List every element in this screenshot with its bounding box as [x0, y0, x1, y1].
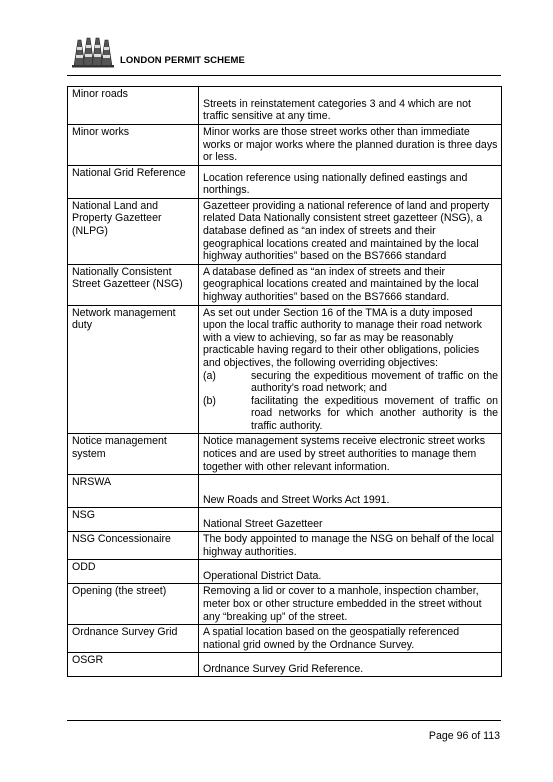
glossary-term: ODD — [68, 560, 199, 584]
page-number: Page 96 of 113 — [428, 730, 500, 742]
table-row — [68, 508, 502, 532]
glossary-term: National Land and Property Gazetteer (NLPG) — [68, 198, 199, 264]
table-row — [68, 625, 502, 653]
footer-divider — [67, 720, 501, 721]
glossary-term: Minor works — [68, 125, 199, 166]
traffic-cones-logo-icon — [70, 34, 116, 68]
glossary-definition: New Roads and Street Works Act 1991. — [199, 475, 502, 508]
glossary-definition: Ordnance Survey Grid Reference. — [199, 653, 502, 677]
table-row — [68, 560, 502, 584]
glossary-definition: The body appointed to manage the NSG on behalf of the local highway authorities. — [199, 532, 502, 560]
glossary-definition: Location reference using nationally defined eastings and northings. — [199, 165, 502, 198]
table-row — [68, 532, 502, 560]
sub-item-text: facilitating the expeditious movement of traffic on road networks for which another authority is the traffic authority. — [251, 394, 498, 432]
sub-item-text: securing the expeditious movement of traffic on the authority’s road network; and — [251, 369, 498, 395]
glossary-definition: Gazetteer providing a national reference of land and property related Data Nationally consistent street gazetteer (NSG), a database defined as “an index of streets and their geographical locations created and maintained by the local highway authorities” based on the BS7666 standard — [199, 198, 502, 264]
glossary-term: NSG Concessionaire — [68, 532, 199, 560]
glossary-term: National Grid Reference — [68, 165, 199, 198]
table-row — [68, 125, 502, 166]
table-row — [68, 165, 502, 198]
table-row — [68, 584, 502, 625]
glossary-definition: National Street Gazetteer — [199, 508, 502, 532]
glossary-definition: Operational District Data. — [199, 560, 502, 584]
page-header — [70, 34, 500, 70]
glossary-term: Ordnance Survey Grid — [68, 625, 199, 653]
table-row — [68, 305, 502, 434]
glossary-term: Opening (the street) — [68, 584, 199, 625]
table-row — [68, 434, 502, 475]
glossary-definition: Removing a lid or cover to a manhole, inspection chamber, meter box or other structure embedded in the street without any “breaking up” of the street. — [199, 584, 502, 625]
sub-item-a — [203, 370, 498, 395]
table-row — [68, 87, 502, 125]
glossary-term: Minor roads — [68, 87, 199, 125]
glossary-definition — [199, 305, 502, 434]
glossary-term: NRSWA — [68, 475, 199, 508]
sub-item-b — [203, 395, 498, 433]
glossary-definition: Notice management systems receive electronic street works notices and are used by street authorities to manage them together with other relevant information. — [199, 434, 502, 475]
table-row — [68, 475, 502, 508]
table-row — [68, 653, 502, 677]
glossary-term: Network management duty — [68, 305, 199, 434]
glossary-term: OSGR — [68, 653, 199, 677]
scheme-title: LONDON PERMIT SCHEME — [120, 55, 245, 66]
glossary-term: NSG — [68, 508, 199, 532]
table-row — [68, 264, 502, 305]
glossary-definition: A database defined as “an index of streets and their geographical locations created and maintained by the local highway authorities” based on the BS7666 standard. — [199, 264, 502, 305]
glossary-definition: Streets in reinstatement categories 3 and 4 which are not traffic sensitive at any time. — [199, 87, 502, 125]
glossary-definition: Minor works are those street works other than immediate works or major works where the planned duration is three days or less. — [199, 125, 502, 166]
definition-intro: As set out under Section 16 of the TMA is a duty imposed upon the local traffic authority to manage their road network with a view to achieving, so far as may be reasonably practicable having regard to their other obligations, policies and objectives, the following overriding objectives: — [203, 306, 482, 369]
glossary-definition: A spatial location based on the geospatially referenced national grid owned by the Ordnance Survey. — [199, 625, 502, 653]
glossary-table — [67, 86, 502, 677]
sub-item-label: (a) — [203, 369, 216, 382]
header-divider — [67, 75, 501, 76]
sub-item-label: (b) — [203, 394, 216, 407]
glossary-term: Notice management system — [68, 434, 199, 475]
glossary-term: Nationally Consistent Street Gazetteer (NSG) — [68, 264, 199, 305]
table-row — [68, 198, 502, 264]
